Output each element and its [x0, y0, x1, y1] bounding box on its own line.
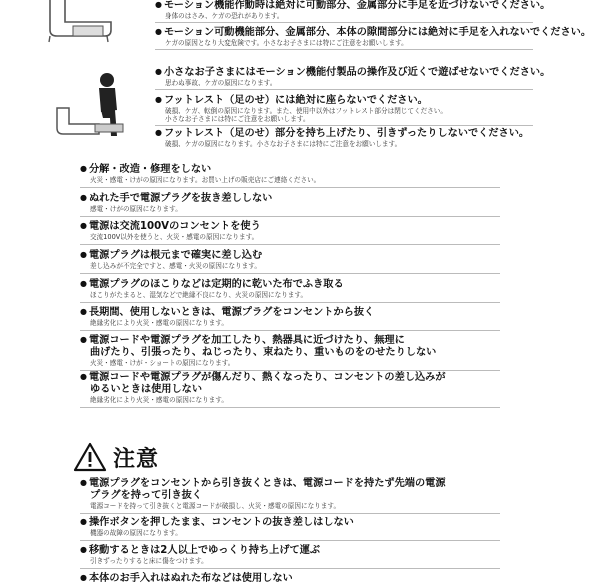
warning-heading: ● ぬれた手で電源プラグを抜き差ししない [80, 193, 500, 205]
caution-heading: ● 移動するときは2人以上でゆっくり持ち上げて運ぶ [80, 545, 500, 557]
caution-title: 注意 [113, 446, 160, 472]
caution-item [80, 478, 500, 510]
warning-heading: ● 電源は交流100Vのコンセントを使う [80, 221, 500, 233]
caution-item [80, 573, 500, 585]
warning-heading: ● 長期間、使用しないときは、電源プラグをコンセントから抜く [80, 307, 500, 319]
warning-item [155, 95, 533, 123]
warning-heading: ● フットレスト（足のせ）部分を持ち上げたり、引きずったりしないでください。 [155, 128, 533, 140]
caution-note: 機器の故障の原因になります。 [90, 529, 182, 537]
warning-item [80, 164, 500, 184]
caution-triangle-icon [73, 442, 107, 472]
caution-heading: ● 操作ボタンを押したまま、コンセントの抜き差しはしない [80, 517, 500, 529]
recliner-illustration [45, 0, 125, 42]
warning-heading: ● 電源プラグは根元まで確実に差し込む [80, 250, 500, 262]
warning-note: 火災・感電・けが・ショートの原因になります。 [90, 359, 235, 367]
warning-item [80, 279, 500, 299]
warning-heading-cont: ゆるいときは使用しない [90, 384, 203, 395]
warning-item [80, 372, 500, 404]
warning-note: 絶縁劣化により火災・感電の原因になります。 [90, 396, 228, 404]
warning-heading: ● モーション機能作動時は絶対に可動部分、金属部分に手足を近づけないでください。 [155, 0, 533, 12]
warning-note: 火災・感電・けがの原因になります。お買い上げの販売店にご連絡ください。 [90, 176, 321, 184]
caution-header [73, 440, 159, 474]
warning-note: 破損、ケガの原因になります。小さなお子さまには特にご注意をお願いします。 [165, 140, 402, 148]
person-on-footrest-illustration [55, 70, 135, 140]
warning-item [80, 250, 500, 270]
warning-note: 身体のはさみ、ケガの恐れがあります。 [165, 12, 284, 20]
warning-heading: ● 小さなお子さまにはモーション機能付製品の操作及び近くで遊ばせないでください。 [155, 67, 533, 79]
warning-heading: ● フットレスト（足のせ）には絶対に座らないでください。 [155, 95, 533, 107]
warning-note: 思わぬ事故、ケガの原因になります。 [165, 79, 277, 87]
warning-note: 絶縁劣化により火災・感電の原因になります。 [90, 319, 228, 327]
warning-heading: ● 分解・改造・修理をしない [80, 164, 500, 176]
caution-item [80, 545, 500, 565]
warning-heading: ● 電源コードや電源プラグが傷んだり、熱くなったり、コンセントの差し込みが [80, 372, 500, 384]
warning-item [155, 0, 551, 20]
warning-note: 交流100V以外を使うと、火災・感電の原因になります。 [90, 233, 259, 241]
warning-item [80, 193, 500, 213]
caution-heading: ● 電源プラグをコンセントから引き抜くときは、電源コードを持たず先端の電源 [80, 478, 500, 490]
motion-warnings [0, 0, 591, 148]
warning-item [155, 128, 533, 148]
warning-item [80, 221, 500, 241]
caution-item [80, 517, 500, 537]
warning-item [80, 307, 500, 327]
warning-heading-cont: 曲げたり、引張ったり、ねじったり、束ねたり、重いものをのせたりしない [90, 347, 437, 358]
warning-heading: ● 電源プラグのほこりなどは定期的に乾いた布でふき取る [80, 279, 500, 291]
warning-note: 感電・けがの原因になります。 [90, 205, 182, 213]
warning-note: 差し込みが不完全ですと、感電・火災の原因になります。 [90, 262, 261, 270]
warning-note: 小さなお子さまには特にご注意をお願いします。 [165, 115, 310, 123]
warning-heading: ● モーション可動機能部分、金属部分、本体の隙間部分には絶対に手足を入れないでください。 [155, 27, 533, 39]
warning-item [155, 27, 591, 47]
warning-heading: ● 電源コードや電源プラグを加工したり、熱器具に近づけたり、無理に [80, 335, 500, 347]
caution-note: 電源コードを持って引き抜くと電源コードが破損し、火災・感電の原因になります。 [90, 502, 341, 510]
caution-heading-cont: プラグを持って引き抜く [90, 490, 203, 501]
warning-note: 破損、ケガ、転倒の原因になります。また、使用中以外はフットレスト部分は閉じてください。 [165, 107, 447, 115]
warning-note: ほこりがたまると、湿気などで絶縁不良になり、火災の原因になります。 [90, 291, 308, 299]
warning-item [155, 67, 551, 87]
warning-item [80, 335, 500, 367]
caution-heading: ● 本体のお手入れはぬれた布などは使用しない [80, 573, 500, 585]
warning-note: ケガの原因となり大変危険です。小さなお子さまには特にご注意をお願いします。 [165, 39, 408, 47]
caution-note: 引きずったりすると床に傷をつけます。 [90, 557, 208, 565]
